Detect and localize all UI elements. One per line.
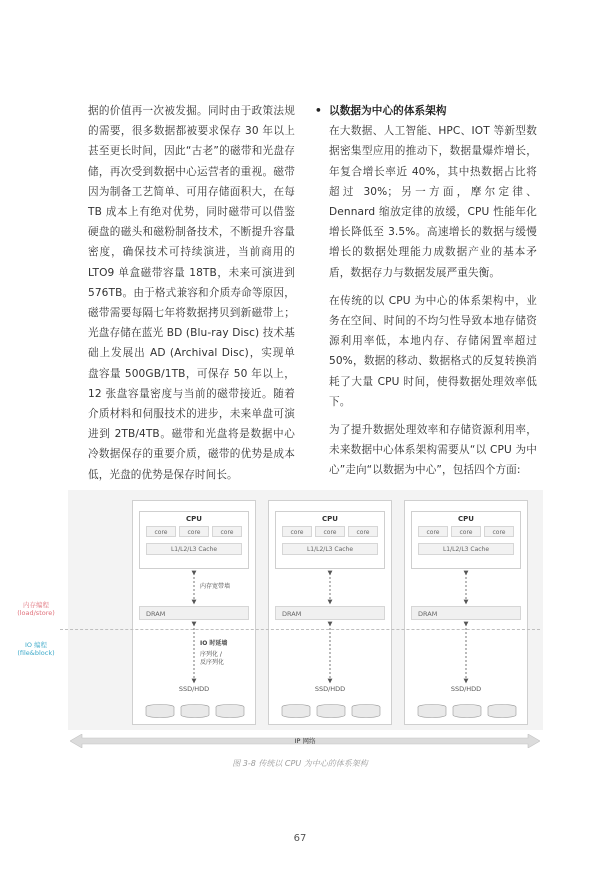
io-programming-title: IO 编程 (24, 641, 48, 649)
core-block: core (484, 526, 514, 537)
disk-icon (180, 704, 210, 718)
architecture-diagram (68, 490, 543, 750)
core-block: core (418, 526, 448, 537)
deserialize-label: 反序列化 (200, 659, 225, 666)
paragraph-3: 为了提升数据处理效率和存储资源利用率，未来数据中心体系架构需要从“以 CPU 为中心”走向“以数据为中心”，包括四个方面: (329, 424, 537, 477)
ssd-hdd-label: SSD/HDD (178, 685, 210, 693)
ip-network-bar (70, 733, 540, 747)
core-block: core (348, 526, 378, 537)
figure-caption: 图 3-8 传统以 CPU 为中心的体系架构 (232, 759, 368, 768)
server-node (268, 500, 392, 725)
core-block: core (451, 526, 481, 537)
memory-programming-title: 内存编程 (23, 601, 49, 609)
dram-block: DRAM (411, 606, 521, 620)
ip-network-label: IP 网络 (294, 737, 316, 745)
disk-icon (215, 704, 245, 718)
section-heading (315, 101, 537, 121)
io-programming-subtitle: (file&block) (17, 649, 55, 657)
disk-icon (145, 704, 175, 718)
core-block: core (146, 526, 176, 537)
memory-bandwidth-wall-label: 内存宽带墙 (200, 583, 231, 590)
section-heading-text: 以数据为中心的体系架构 (329, 105, 447, 117)
memory-io-divider (60, 629, 540, 630)
core-block: core (179, 526, 209, 537)
cpu-title: CPU (458, 515, 474, 523)
cache-block: L1/L2/L3 Cache (418, 543, 514, 555)
cache-block: L1/L2/L3 Cache (282, 543, 378, 555)
disk-icon (351, 704, 381, 718)
left-column (88, 101, 295, 485)
bullet-icon: • (315, 105, 322, 117)
cache-block: L1/L2/L3 Cache (146, 543, 242, 555)
core-block: core (315, 526, 345, 537)
disk-icon (452, 704, 482, 718)
dram-block: DRAM (275, 606, 385, 620)
ssd-hdd-label: SSD/HDD (314, 685, 346, 693)
paragraph-1: 在大数据、人工智能、HPC、IOT 等新型数据密集型应用的推动下，数据量爆炸增长，年复合增长率近 40%，其中热数据占比将超过 30%；另一方面，摩尔定律、Dennard 缩放定律的放缓，CPU 性能年化增长降低至 3.5%。高速增长的数据与缓慢增长的数据处理能力成数据产业的基本矛盾，数据存力与数据发展严重失衡。 (329, 125, 537, 279)
server-node (404, 500, 528, 725)
disk-icon (487, 704, 517, 718)
core-block: core (282, 526, 312, 537)
right-column (315, 101, 537, 481)
memory-programming-label (6, 601, 66, 617)
ssd-hdd-label: SSD/HDD (450, 685, 482, 693)
dram-block: DRAM (139, 606, 249, 620)
cpu-title: CPU (322, 515, 338, 523)
serialize-label: 序列化 / (200, 651, 222, 658)
left-paragraph: 据的价值再一次被发掘。同时由于政策法规的需要，很多数据都被要求保存 30 年以上甚至更长时间，因此“古老”的磁带和光盘存储，再次受到数据中心运营者的重视。磁带因为制备工艺简单、可用存储面积大，在每 TB 成本上有绝对优势，同时磁带可以借鉴硬盘的磁头和磁粉制备技术，不断提升容量密度，确保技术可持续演进，当前商用的 LTO9 单盒磁带容量 18TB，未来可演进到 576TB。由于格式兼容和介质寿命等原因，磁带需要每隔七年将数据拷贝到新磁带上；光盘存储在蓝光 BD (Blu-ray Disc) 技术基础上发展出 AD (Archival Disc)，实现单盘容量 500GB/1TB，可保存 50 年以上，12 张盘容量密度与当前的磁带接近。随着介质材料和伺服技术的进步，未来单盘可演进到 2TB/4TB。磁带和光盘将是数据中心冷数据保存的重要介质，磁带的优势是成本低，光盘的优势是保存时间长。 (88, 105, 295, 481)
page-number: 67 (293, 833, 307, 844)
core-block: core (212, 526, 242, 537)
disk-icon (281, 704, 311, 718)
cpu-title: CPU (186, 515, 202, 523)
io-programming-label (6, 641, 66, 657)
memory-programming-subtitle: (load/store) (17, 609, 55, 617)
server-node (132, 500, 256, 725)
io-latency-wall-label: IO 时延墙 (200, 640, 228, 647)
disk-icon (417, 704, 447, 718)
paragraph-2: 在传统的以 CPU 为中心的体系架构中，业务在空间、时间的不均匀性导致本地存储资源利用率低，本地内存、存储闲置率超过 50%，数据的移动、数据格式的反复转换消耗了大量 CPU 时间，使得数据处理效率低下。 (329, 294, 537, 408)
disk-icon (316, 704, 346, 718)
